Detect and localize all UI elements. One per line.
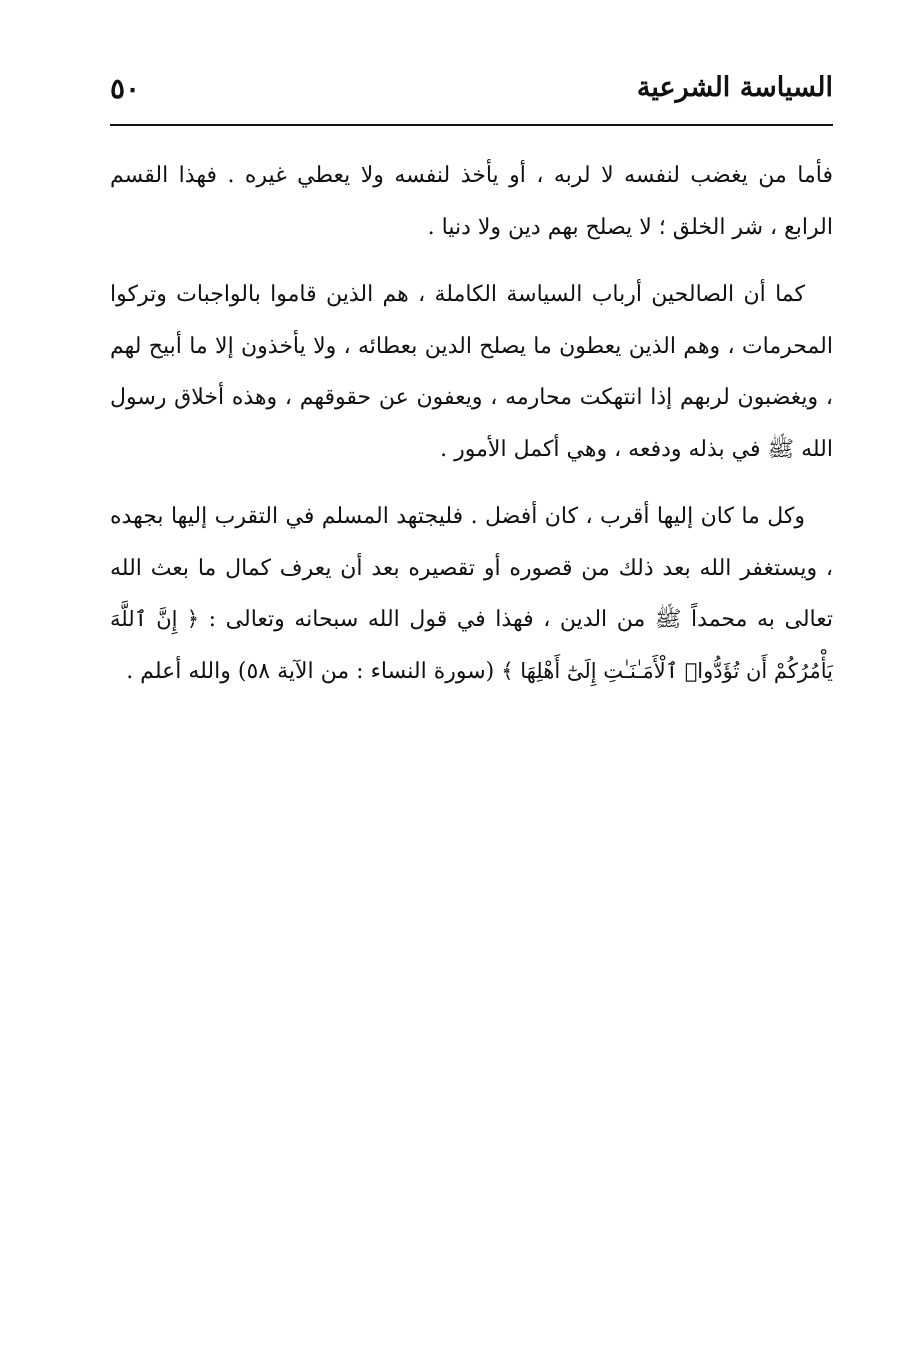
quran-verse: ﴿ إِنَّ ٱللَّهَ يَأْمُرُكُمْ أَن تُؤَدُّوا۟ ٱلْأَمَـٰنَـٰتِ إِلَىٰٓ أَهْلِهَا ﴾	[110, 607, 833, 683]
paragraph-2	[110, 269, 833, 475]
page-number: ٥٠	[110, 72, 141, 105]
paragraph-3	[110, 491, 833, 697]
body-text	[110, 150, 833, 713]
header-divider	[110, 124, 833, 126]
paragraph-3-text-before: وكل ما كان إليها أقرب ، كان أفضل . فليجتهد المسلم في التقرب إليها بجهده ، ويستغفر الله بعد ذلك من قصوره أو تقصيره بعد أن يعرف كمال ما بعث الله تعالى به محمداً ﷺ من الدين ، فهذا في قول الله سبحانه وتعالى :	[110, 504, 833, 632]
paragraph-1-text: فأما من يغضب لنفسه لا لربه ، أو يأخذ لنفسه ولا يعطي غيره . فهذا القسم الرابع ، شر الخلق ؛ لا يصلح بهم دين ولا دنيا .	[110, 163, 833, 240]
running-title: السياسة الشرعية	[636, 72, 833, 103]
paragraph-2-text: كما أن الصالحين أرباب السياسة الكاملة ، هم الذين قاموا بالواجبات وتركوا المحرمات ، وهم الذين يعطون ما يصلح الدين بعطائه ، ولا يأخذون إلا ما أبيح لهم ، ويغضبون لربهم إذا انتهكت محارمه ، ويعفون عن حقوقهم ، وهذه أخلاق رسول الله ﷺ في بذله ودفعه ، وهي أكمل الأمور .	[110, 282, 833, 462]
paragraph-1	[110, 150, 833, 253]
paragraph-3-text-after: (سورة النساء : من الآية ٥٨) والله أعلم .	[126, 658, 495, 684]
page-header	[110, 70, 833, 126]
